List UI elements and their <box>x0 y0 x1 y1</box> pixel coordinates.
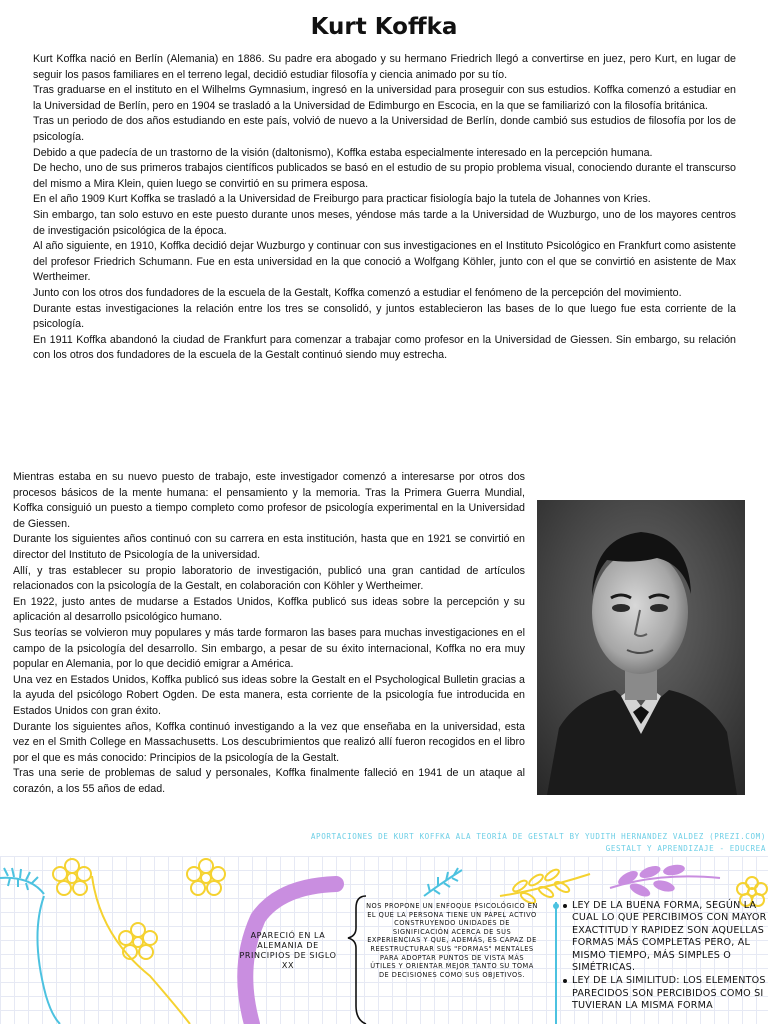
paragraph: Tras una serie de problemas de salud y personales, Koffka finalmente falleció en 1941 de un ataque al corazón, a los 55 años de edad. <box>13 767 525 795</box>
paragraph: Durante estas investigaciones la relación entre los tres se consolidó, y juntos establecieron las bases de lo que luego fue esta corriente de la psicología. <box>33 302 736 331</box>
source-credits <box>146 831 766 855</box>
yellow-flower-icon <box>119 923 157 959</box>
paragraph: Al año siguiente, en 1910, Koffka decidió dejar Wuzburgo y continuar con sus investigaciones en el Instituto Psicológico en Frankfurt como asistente del profesor Friedrich Schumann. Fue en esta universidad en la que conoció a Wolfgang Köhler, junto con el que se convirtió en asistente de Max Wertheimer. <box>33 240 736 284</box>
paragraph: En el año 1909 Kurt Koffka se trasladó a la Universidad de Freiburgo para practicar fisiología bajo la tutela de Johannes von Kries. <box>33 193 651 206</box>
list-item: LEY DE LA SIMILITUD: LOS ELEMENTOS PARECIDOS SON PERCIBIDOS COMO SI TUVIERAN LA MISMA FORMA <box>562 975 768 1012</box>
portrait-photo <box>537 500 745 795</box>
infographic-approach-text: NOS PROPONE UN ENFOQUE PSICOLÓGICO EN EL QUE LA PERSONA TIENE UN PAPEL ACTIVO CONSTRUYENDO UNIDADES DE SIGNIFICACIÓN ACERCA DE SUS EXPERIENCIAS Y QUE, ADEMÁS, ES CAPAZ DE REESTRUCTURAR SUS "FORMAS" MENTALES PARA ADOPTAR PUNTOS DE VISTA MÁS ÚTILES Y ORIENTAR MEJOR TANTO SU TOMA DE DECISIONES COMO SUS OBJETIVOS. <box>366 902 538 979</box>
pink-leaf-icon <box>610 863 720 899</box>
cyan-leaf-icon <box>0 868 60 1024</box>
yellow-flower-icon <box>53 859 91 895</box>
paragraph: Sin embargo, tan solo estuvo en este puesto durante unos meses, yéndose más tarde a la Universidad de Wuzburgo, uno de los mayores centros de investigación psicológica de la época. <box>33 208 736 237</box>
paragraph: Durante los siguientes años continuó con su carrera en esta institución, hasta que en 1921 se convirtió en director del Instituto de Psicología de la universidad. <box>13 533 525 561</box>
paragraph: Una vez en Estados Unidos, Koffka publicó sus ideas sobre la Gestalt en el Psychological Bulletin gracias a la ayuda del psicólogo Robert Ogden. De esta manera, esta corriente de la psicología fue introducida en Estados Unidos con gran éxito. <box>13 673 525 717</box>
yellow-vine <box>92 876 190 1024</box>
portrait-illustration <box>537 500 745 795</box>
paragraph: Tras un periodo de dos años estudiando en este país, volvió de nuevo a la Universidad de Berlín, donde cambió sus estudios de filosofía por los de psicología. <box>33 115 736 143</box>
paragraph: En 1922, justo antes de mudarse a Estados Unidos, Koffka publicó sus ideas sobre la percepción y su aplicación al desarrollo psicológico humano. <box>13 595 525 624</box>
list-item: LEY DE LA BUENA FORMA, SEGÚN LA CUAL LO QUE PERCIBIMOS CON MAYOR EXACTITUD Y RAPIDEZ SON AQUELLAS FORMAS MÁS COMPLETAS PERO, AL MISMO TIEMPO, MÁS SIMPLES O SIMÉTRICAS. <box>562 900 768 974</box>
page-title: Kurt Koffka <box>310 14 458 40</box>
biography-bottom-section <box>13 470 525 797</box>
infographic-origin-text: APARECIÓ EN LA ALEMANIA DE PRINCIPIOS DE SIGLO XX <box>239 931 337 970</box>
yellow-flower-icon <box>187 859 225 895</box>
paragraph: Debido a que padecía de un trastorno de la visión (daltonismo), Koffka estaba especialmente interesado en la percepción humana. <box>33 146 653 159</box>
source-line: APORTACIONES DE KURT KOFFKA ALA TEORÍA DE GESTALT BY YUDITH HERNANDEZ VALDEZ (PREZI.COM) <box>310 832 766 841</box>
paragraph: Mientras estaba en su nuevo puesto de trabajo, este investigador comenzó a interesarse por otros dos procesos básicos de la mente humana: el pensamiento y la memoria. Tras la Primera Guerra Mundial, Koffka consiguió un puesto a tiempo completo como profesor de psicología experimental en la Universidad de Giessen. <box>13 471 525 530</box>
brace <box>348 896 366 1024</box>
paragraph: Durante los siguientes años, Koffka continuó investigando a la vez que enseñaba en la universidad, esta vez en el Smith College en Massachusetts. Los descubrimientos que realizó allí fueron recogidos en el libro por el que es más conocido: Principios de la psicología de la Gestalt. <box>13 720 525 764</box>
paragraph: Tras graduarse en el instituto en el Wilhelms Gymnasium, ingresó en la universidad para proseguir con sus estudios. Koffka comenzó a estudiar en la Universidad de Berlín, pero en 1904 se trasladó a la Universidad de Edimburgo en Escocia, en la que se familiarizó con la filosofía británica. <box>33 84 736 112</box>
paragraph: Junto con los otros dos fundadores de la escuela de la Gestalt, Koffka comenzó a estudiar el fenómeno de la percepción del movimiento. <box>33 286 682 299</box>
paragraph: Kurt Koffka nació en Berlín (Alemania) en 1886. Su padre era abogado y su hermano Friedrich llegó a convertirse en juez, pero Kurt, en lugar de seguir los pasos familiares en el terreno legal, decidió estudiar filosofía y ciencia animado por su tío. <box>33 53 736 81</box>
cyan-leaf-icon <box>424 868 462 896</box>
paragraph: En 1911 Koffka abandonó la ciudad de Frankfurt para comenzar a trabajar como profesor en la Universidad de Giessen. Sin embargo, su relación con los otros dos fundadores de la escuela de la Gestalt continuó siendo muy estrecha. <box>33 333 736 362</box>
gestalt-laws-list <box>562 900 768 1014</box>
biography-top-section <box>33 52 736 364</box>
paragraph: Sus teorías se volvieron muy populares y más tarde formaron las bases para muchas investigaciones en el campo de la psicología del desarrollo. Sin embargo, a pesar de su éxito internacional, Koffka no era muy popular en Alemania, por lo que decidió emigrar a América. <box>13 626 525 671</box>
source-line: GESTALT Y APRENDIZAJE - EDUCREA <box>605 844 766 853</box>
paragraph: De hecho, uno de sus primeros trabajos científicos publicados se basó en el estudio de su propio problema visual, conociendo durante el transcurso del mismo a Mira Klein, quien luego se convirtió en su primera esposa. <box>33 162 736 190</box>
paragraph: Allí, y tras establecer su propio laboratorio de investigación, publicó una gran cantidad de artículos relacionados con la psicología de la Gestalt, en colaboración con Köhler y Wertheimer. <box>13 564 525 593</box>
